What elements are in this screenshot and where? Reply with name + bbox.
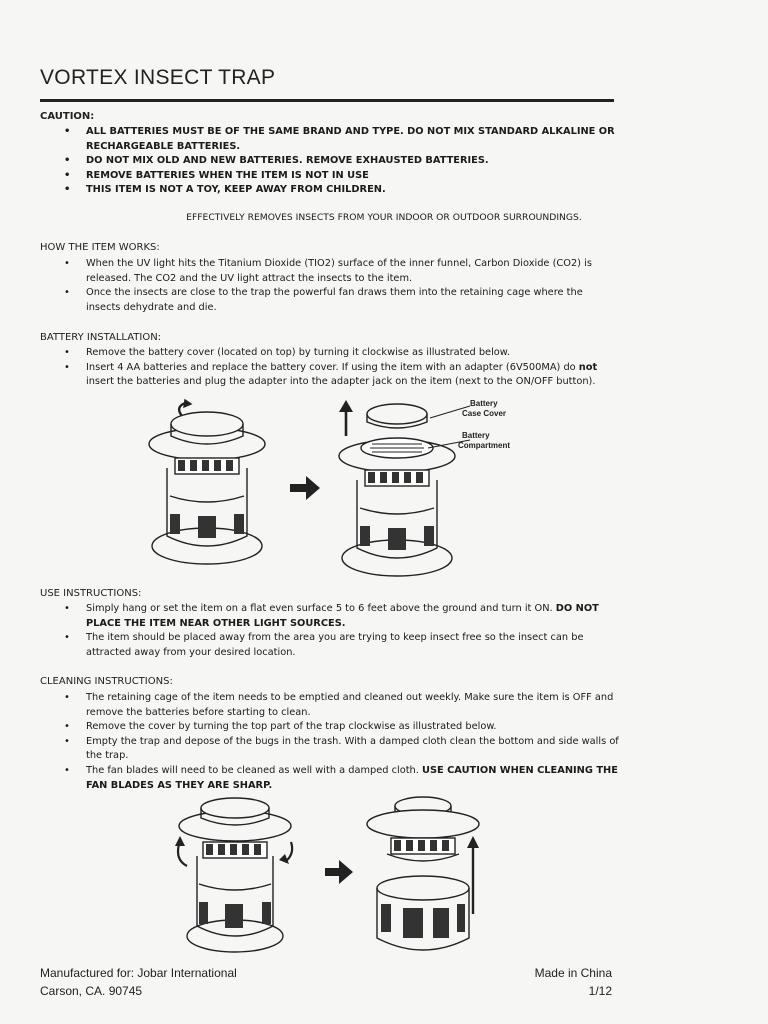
address-text: Carson, CA. 90745 (40, 984, 143, 998)
battery-item: • Remove the battery cover (located on top) by turning it clockwise as illustrated below. (64, 346, 620, 361)
trap-closed-figure (149, 400, 265, 564)
caution-label: CAUTION: (40, 111, 95, 122)
use-label: USE INSTRUCTIONS: (40, 588, 142, 599)
cleaning-item: • The retaining cage of the item needs to be emptied and cleaned out weekly. Make sure the item is OFF and remove the batteries before starting to clean. (64, 691, 620, 720)
caution-item: • ALL BATTERIES MUST BE OF THE SAME BRAND AND TYPE. DO NOT MIX STANDARD ALKALINE OR RECHARGEABLE BATTERIES. (64, 125, 624, 154)
origin-text: Made in China (534, 966, 612, 980)
callout-cover-line2: Case Cover (462, 409, 507, 418)
cleaning-item: • Remove the cover by turning the top part of the trap clockwise as illustrated below. (64, 720, 620, 735)
cleaning-illustration (165, 786, 495, 966)
battery-item-text: Insert 4 AA batteries and replace the battery cover. If using the item with an adapter (6V500MA) do (86, 361, 579, 373)
use-item-text: Simply hang or set the item on a flat even surface 5 to 6 feet above the ground and turn it ON. (86, 603, 556, 614)
use-item-emphasis: DO NOT PLACE THE ITEM NEAR OTHER LIGHT SOURCES. (86, 603, 599, 629)
how-it-works-label: HOW THE ITEM WORKS: (40, 242, 160, 253)
trap-turn-figure (175, 798, 292, 952)
battery-item-text: insert the batteries and plug the adapter into the adapter jack on the item (next to the ON/OFF button). (86, 376, 596, 388)
right-arrow-icon (290, 476, 320, 500)
use-item (64, 602, 620, 631)
use-item: • The item should be placed away from the area you are trying to keep insect free so the insect can be attracted away from your desired location. (64, 631, 620, 660)
how-it-works-list (64, 257, 614, 315)
battery-item-emphasis: not (578, 361, 598, 373)
battery-list (64, 346, 620, 390)
battery-installation-illustration (140, 396, 540, 581)
right-arrow-icon (325, 860, 353, 884)
battery-label: BATTERY INSTALLATION: (40, 332, 162, 343)
caution-item: • DO NOT MIX OLD AND NEW BATTERIES. REMOVE EXHAUSTED BATTERIES. (64, 154, 624, 169)
footer-origin-block (535, 964, 612, 1000)
trap-separated-figure (367, 797, 479, 950)
caution-item: • THIS ITEM IS NOT A TOY, KEEP AWAY FROM CHILDREN. (64, 183, 624, 198)
footer-manufacturer-block (40, 964, 237, 1000)
page-number: 1/12 (588, 984, 612, 998)
caution-item: • REMOVE BATTERIES WHEN THE ITEM IS NOT IN USE (64, 169, 624, 184)
cleaning-label: CLEANING INSTRUCTIONS: (40, 676, 173, 687)
manufacturer-text: Manufactured for: Jobar International (40, 966, 237, 980)
caution-list (64, 125, 624, 198)
trap-open-figure (339, 400, 470, 576)
callout-cover-line1: Battery (470, 399, 498, 408)
title-rule (40, 99, 614, 102)
tagline: EFFECTIVELY REMOVES INSECTS FROM YOUR INDOOR OR OUTDOOR SURROUNDINGS. (186, 212, 582, 223)
cleaning-item-text: The fan blades will need to be cleaned as well with a damped cloth. (86, 764, 422, 776)
battery-item (64, 361, 620, 390)
cleaning-list (64, 691, 620, 793)
how-it-works-item: • Once the insects are close to the trap the powerful fan draws them into the retaining cage where the insects dehydrate and die. (64, 286, 614, 315)
how-it-works-item: • When the UV light hits the Titanium Dioxide (TIO2) surface of the inner funnel, Carbon Dioxide (CO2) is released. The CO2 and the UV light attract the insects to the item. (64, 257, 614, 286)
cleaning-item-emphasis: USE CAUTION WHEN CLEANING THE FAN BLADES AS THEY ARE SHARP. (86, 764, 618, 791)
callout-compartment-line2: Compartment (458, 441, 511, 450)
use-list (64, 602, 620, 660)
cleaning-item: • Empty the trap and depose of the bugs in the trash. With a damped cloth clean the bottom and side walls of the trap. (64, 735, 620, 764)
callout-compartment-line1: Battery (462, 431, 490, 440)
page-title: VORTEX INSECT TRAP (40, 66, 276, 89)
